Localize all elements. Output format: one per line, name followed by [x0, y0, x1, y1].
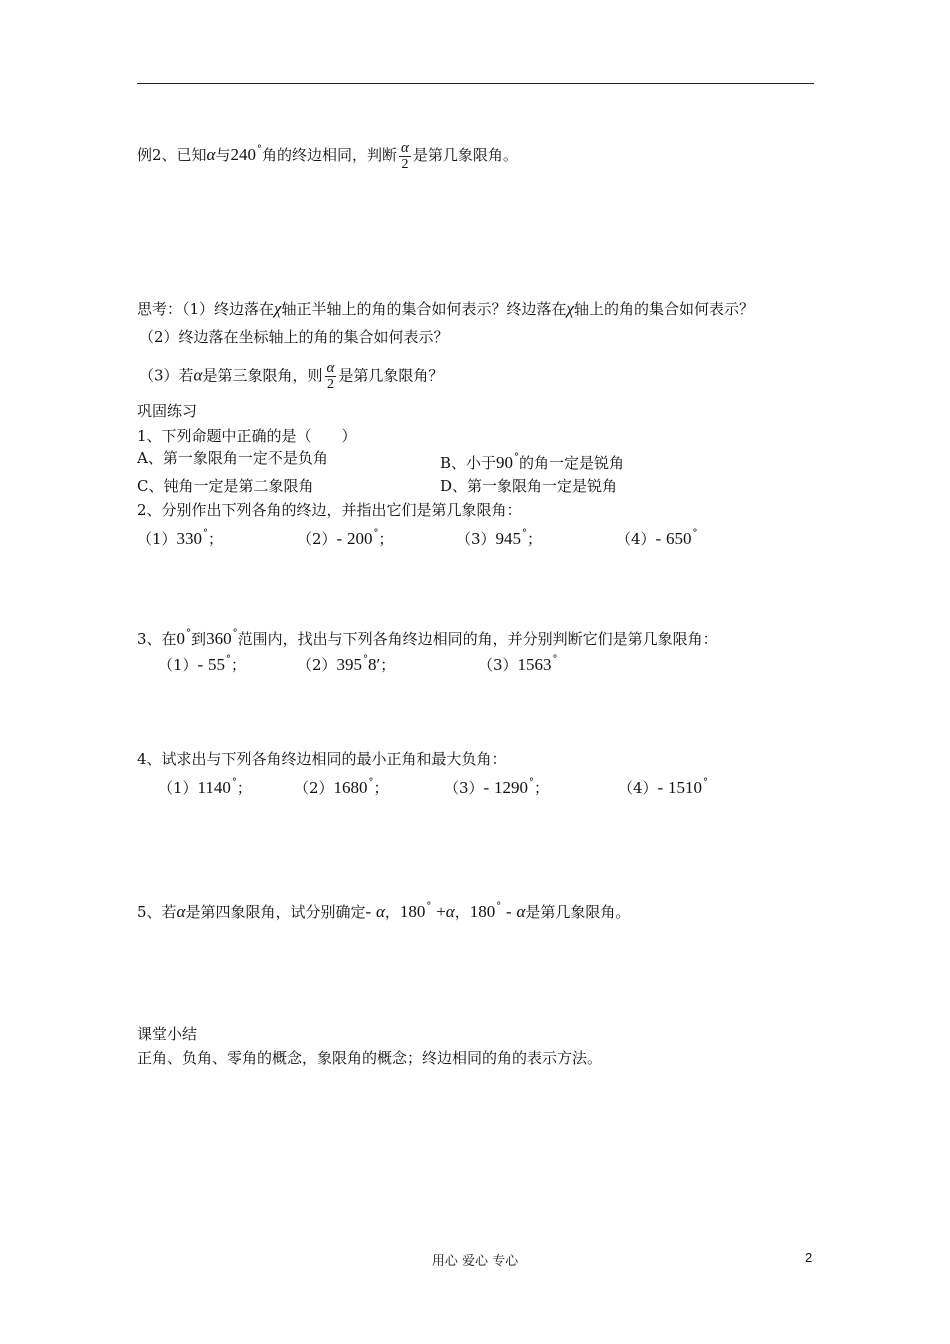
- problem-1-option-b: [440, 448, 624, 473]
- text: 是第三象限角，则: [202, 366, 323, 385]
- problem-1-option-c: C、钝角一定是第二象限角: [137, 477, 314, 495]
- degree-symbol: °: [522, 528, 528, 539]
- angle-value: 1290: [494, 778, 528, 797]
- sep: ；: [208, 530, 224, 548]
- summary-text: 正角、负角、零角的概念，象限角的概念；终边相同的角的表示方法。: [137, 1049, 603, 1067]
- text: 角的终边相同，判断: [262, 146, 398, 164]
- text: 范围内，找出与下列各角终边相同的角，并分别判断它们是第几象限角：: [237, 630, 718, 648]
- label: （2）: [297, 656, 337, 674]
- angle-value: 180: [399, 902, 426, 921]
- degree-symbol: °: [231, 777, 237, 788]
- degree-symbol: °: [692, 528, 698, 539]
- degree-symbol: °: [529, 777, 534, 788]
- problem-4-stem: 4、试求出与下列各角终边相同的最小正角和最大负角：: [137, 750, 507, 768]
- problem-1-stem: 1、下列命题中正确的是（ ）: [137, 427, 357, 445]
- alpha-symbol: α: [176, 902, 186, 921]
- alpha-symbol: α: [445, 902, 455, 921]
- minus-sign: -: [197, 655, 204, 674]
- degree-symbol: °: [373, 528, 379, 539]
- alpha-over-two: [399, 141, 411, 172]
- alpha-symbol: α: [206, 145, 216, 164]
- angle-value: 240: [230, 145, 256, 164]
- problem-3-item-2: [297, 650, 395, 675]
- alpha-symbol: α: [193, 365, 203, 385]
- text: B、小于: [440, 454, 497, 472]
- degree-symbol: °: [232, 628, 238, 639]
- text: 与: [215, 146, 231, 164]
- example-2: [137, 140, 518, 172]
- label: （1）: [158, 656, 198, 674]
- problem-5: [137, 897, 630, 922]
- problem-2-item-1: [137, 524, 223, 549]
- sep: ；: [534, 779, 550, 797]
- text: 的角一定是锐角: [519, 454, 625, 472]
- text: 例2、已知: [137, 146, 207, 164]
- problem-3-stem: [137, 624, 718, 649]
- text: 是第几象限角。: [525, 903, 631, 921]
- minus-sign: -: [657, 778, 664, 797]
- footer-slogan: 用心 爱心 专心: [431, 1254, 519, 1269]
- degree-symbol: °: [186, 628, 192, 639]
- text: （3）若: [139, 366, 194, 385]
- think-q2: （2）终边落在坐标轴上的角的集合如何表示？: [139, 328, 449, 346]
- problem-2-item-3: [456, 524, 542, 549]
- problem-4-item-4: [618, 773, 708, 798]
- label: （3）: [456, 530, 496, 548]
- problem-2-item-2: [297, 524, 394, 549]
- problem-2-stem: 2、分别作出下列各角的终边，并指出它们是第几象限角：: [137, 501, 522, 519]
- degree-symbol: °: [552, 654, 558, 665]
- angle-value: 55: [208, 655, 225, 674]
- section-title-summary: 课堂小结: [137, 1025, 198, 1043]
- think-q3: [139, 361, 443, 392]
- text: ，: [384, 903, 400, 921]
- angle-value: 1510: [668, 778, 702, 797]
- frac-den: 2: [326, 377, 334, 392]
- angle-value: 1563: [517, 655, 552, 674]
- angle-value: 330: [176, 529, 203, 548]
- text: 是第几象限角？: [338, 366, 444, 385]
- problem-3-item-3: [478, 650, 558, 675]
- minus-sign: -: [365, 902, 372, 921]
- text: 轴正半轴上的角的集合如何表示？终边落在: [281, 300, 567, 318]
- degree-symbol: °: [363, 654, 369, 665]
- angle-value: 200: [347, 529, 373, 548]
- label: （2）: [294, 779, 334, 797]
- label: （3）: [444, 779, 484, 797]
- angle-value: 650: [666, 529, 692, 548]
- text: 到: [191, 630, 207, 648]
- frac-den: 2: [401, 156, 409, 172]
- sep: ；: [378, 530, 394, 548]
- x-symbol: χ: [274, 299, 282, 318]
- text: 是第四象限角，试分别确定: [185, 903, 366, 921]
- label: （4）: [616, 530, 656, 548]
- sep: ；: [380, 656, 396, 674]
- angle-value: 1140: [197, 778, 231, 797]
- minus-sign: -: [483, 778, 490, 797]
- problem-2-item-4: [616, 524, 698, 549]
- angle-value: 0: [176, 629, 186, 648]
- angle-value: 90: [496, 453, 514, 472]
- text: 思考：（1）终边落在: [137, 300, 275, 318]
- x-symbol: χ: [566, 299, 575, 318]
- think-q1: [137, 299, 754, 319]
- problem-3-item-1: [158, 650, 246, 675]
- label: （3）: [478, 656, 518, 674]
- plus-sign: +: [436, 902, 446, 921]
- alpha-symbol: α: [375, 902, 385, 921]
- header-rule: [137, 83, 814, 84]
- section-title-consolidate: 巩固练习: [137, 402, 198, 420]
- alpha-symbol: α: [516, 902, 526, 921]
- degree-symbol: °: [203, 528, 209, 539]
- degree-symbol: °: [496, 901, 502, 912]
- degree-symbol: °: [226, 654, 231, 665]
- degree-symbol: °: [426, 901, 432, 912]
- problem-4-item-1: [158, 773, 252, 798]
- text: ，: [454, 903, 470, 921]
- frac-num: α: [326, 360, 335, 376]
- angle-value: 180: [469, 902, 496, 921]
- problem-1-option-a: A、第一象限角一定不是负角: [137, 449, 328, 467]
- text: 5、若: [137, 903, 177, 921]
- label: （1）: [158, 779, 198, 797]
- angle-value: 1680: [333, 778, 368, 797]
- angle-value: 360: [206, 629, 232, 648]
- text: 是第几象限角。: [412, 146, 518, 164]
- alpha-over-two: [325, 361, 337, 392]
- label: （1）: [137, 530, 177, 548]
- minute-value: 8′: [368, 655, 381, 674]
- problem-4-item-2: [294, 773, 389, 798]
- angle-value: 945: [495, 529, 522, 548]
- minus-sign: -: [506, 902, 512, 921]
- problem-4-item-3: [444, 773, 549, 798]
- minus-sign: -: [655, 529, 662, 548]
- text: 轴上的角的集合如何表示？: [574, 300, 755, 318]
- sep: ；: [373, 779, 389, 797]
- sep: ；: [236, 779, 252, 797]
- angle-value: 395: [336, 655, 363, 674]
- text: 3、在: [137, 630, 177, 648]
- label: （2）: [297, 530, 337, 548]
- degree-symbol: °: [514, 452, 520, 463]
- sep: ；: [527, 530, 543, 548]
- degree-symbol: °: [368, 777, 374, 788]
- frac-num: α: [401, 139, 409, 156]
- sep: ；: [231, 656, 247, 674]
- degree-symbol: °: [257, 144, 262, 155]
- page-number: 2: [805, 1250, 813, 1265]
- label: （4）: [618, 779, 658, 797]
- minus-sign: -: [336, 529, 343, 548]
- degree-symbol: °: [703, 777, 708, 788]
- problem-1-option-d: D、第一象限角一定是锐角: [440, 477, 618, 495]
